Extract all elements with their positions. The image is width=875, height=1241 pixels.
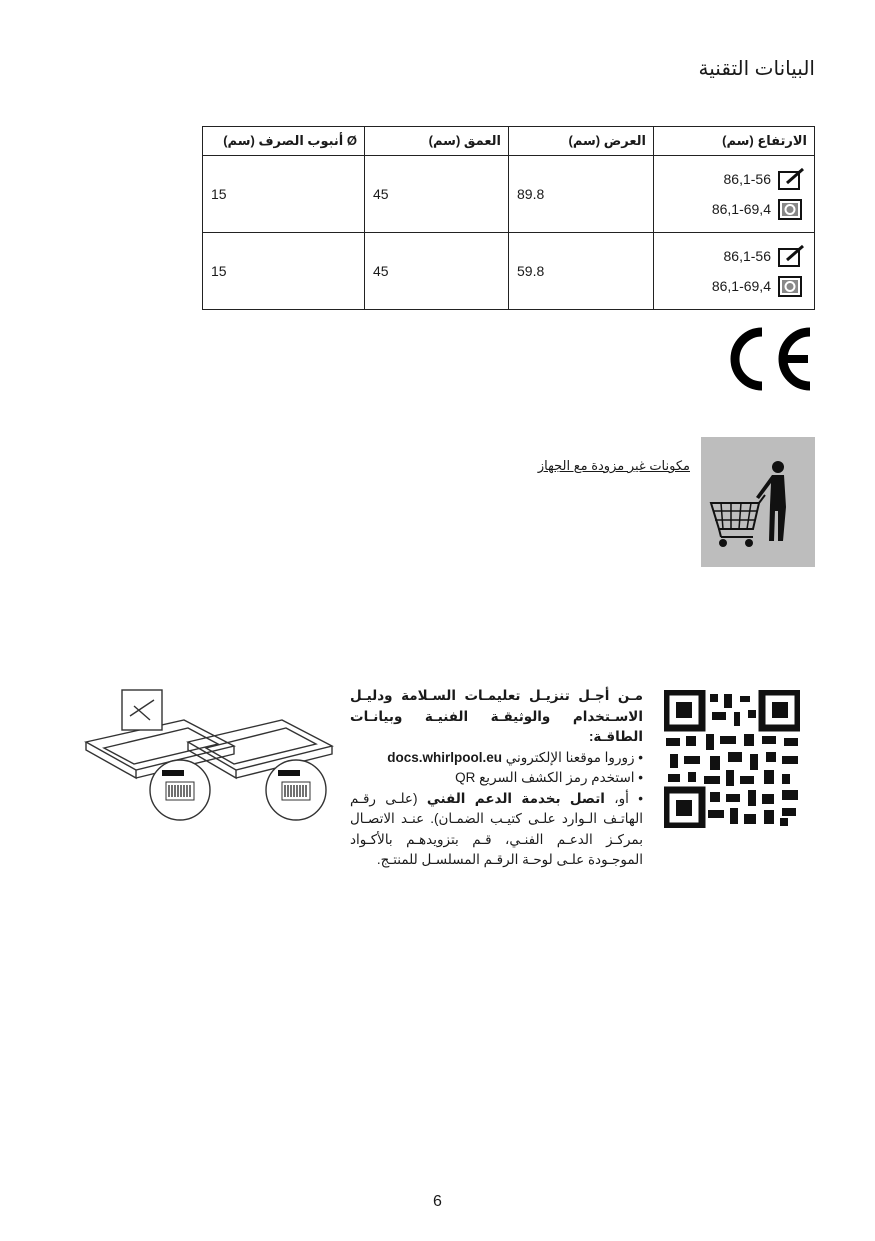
specs-table xyxy=(202,126,815,310)
duct-out-icon xyxy=(775,167,807,191)
website-link[interactable]: docs.whirlpool.eu xyxy=(387,749,502,765)
support-prefix: أو، xyxy=(614,790,629,806)
download-info-bullet-website: • زوروا موقعنا الإلكتروني docs.whirlpool.eu xyxy=(387,749,643,765)
width-cell: 59.8 xyxy=(509,233,654,310)
header-duct: Ø أنبوب الصرف (سم) xyxy=(203,127,365,156)
table-header-row xyxy=(203,127,815,156)
depth-cell: 45 xyxy=(365,233,509,310)
qr-text: استخدم رمز الكشف السريع QR xyxy=(455,770,635,785)
support-rest: (علـى رقـم الهاتـف الـوارد علـى كتيـب الضمـان). عنـد الاتصـال بمركـز الدعـم الفنـي، قـم بتزويدهـم بالأكـواد الموجـودة علـى لوحـة الرقـم المسلسـل للمنتـج. xyxy=(350,790,643,867)
height-extraction: 86,1-56 xyxy=(723,171,771,187)
height-extraction: 86,1-56 xyxy=(723,248,771,264)
height-recirculation: 86,1-69,4 xyxy=(711,201,771,217)
height-cell xyxy=(654,156,815,233)
qr-code-icon xyxy=(664,690,800,828)
height-recirculation: 86,1-69,4 xyxy=(711,278,771,294)
download-info-bullet-support: • أو، اتصل بخدمة الدعم الفني (علـى رقـم الهاتـف الـوارد علـى كتيـب الضمـان). عنـد الاتصـال بمركـز الدعـم الفنـي، قـم بتزويدهـم بالأكـواد الموجـودة علـى لوحـة الرقـم المسلسـل للمنتـج. xyxy=(350,790,643,867)
header-height: الارتفاع (سم) xyxy=(654,127,815,156)
header-depth: العمق (سم) xyxy=(365,127,509,156)
width-cell: 89.8 xyxy=(509,156,654,233)
ce-mark-icon xyxy=(722,324,816,394)
page-number: 6 xyxy=(433,1193,442,1210)
website-text: زوروا موقعنا الإلكتروني xyxy=(505,749,635,765)
duct-cell: 15 xyxy=(203,156,365,233)
depth-cell: 45 xyxy=(365,156,509,233)
table-row xyxy=(203,156,815,233)
duct-cell: 15 xyxy=(203,233,365,310)
support-highlight: اتصل بخدمة الدعم الفني xyxy=(426,790,605,806)
table-row xyxy=(203,233,815,310)
header-width: العرض (سم) xyxy=(509,127,654,156)
shopping-cart-person-icon xyxy=(701,437,815,567)
hood-rating-plate-illustration xyxy=(84,686,337,826)
page-title: البيانات التقنية xyxy=(698,58,815,80)
height-cell xyxy=(654,233,815,310)
filter-recirculation-icon xyxy=(775,274,807,298)
download-info-bullet-qr: • استخدم رمز الكشف السريع QR xyxy=(455,770,643,785)
duct-out-icon xyxy=(775,244,807,268)
download-info xyxy=(350,686,643,871)
accessories-label: مكونات غير مزودة مع الجهاز xyxy=(537,458,690,473)
filter-recirculation-icon xyxy=(775,197,807,221)
download-info-lead: مـن أجـل تنزيـل تعليمـات السـلامة ودليـل الاسـتخدام والوثيقـة الفنيـة وبيانـات الطاقـة: xyxy=(350,688,643,744)
